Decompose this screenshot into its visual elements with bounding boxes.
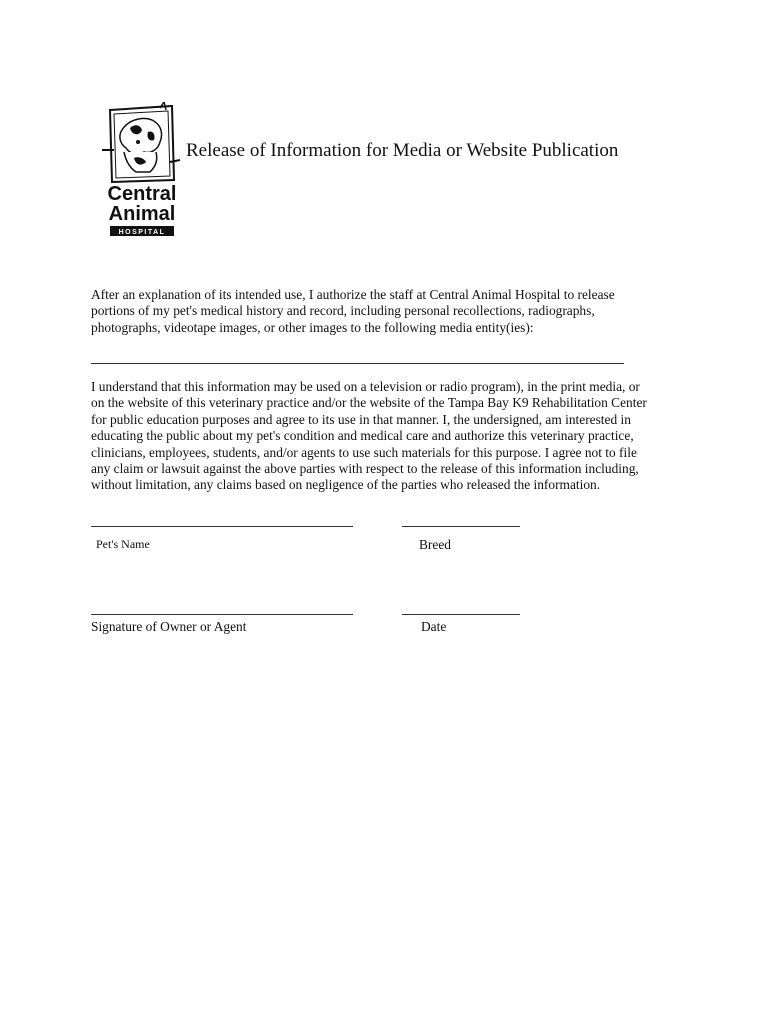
- signature-line[interactable]: [91, 614, 353, 615]
- paragraph-line: portions of my pet's medical history and record, including personal recollections, radiographs,: [91, 303, 595, 319]
- paragraph-line: After an explanation of its intended use, I authorize the staff at Central Animal Hospital to release: [91, 287, 615, 302]
- paragraph-line: without limitation, any claims based on negligence of the parties who released the information.: [91, 477, 601, 493]
- paragraph-line: I understand that this information may be used on a television or radio program), in the print media, or: [91, 379, 640, 394]
- pets-name-line[interactable]: [91, 526, 353, 527]
- breed-line[interactable]: [402, 526, 520, 527]
- date-line[interactable]: [402, 614, 520, 615]
- breed-label: Breed: [419, 537, 451, 552]
- paragraph-line: photographs, videotape images, or other images to the following media entity(ies):: [91, 319, 534, 335]
- media-entity-line[interactable]: [91, 363, 624, 364]
- paragraph-line: clinicians, employees, students, and/or agents to use such materials for this purpose. I agree not to file: [91, 444, 637, 460]
- paragraph-line: on the website of this veterinary practice and/or the website of the Tampa Bay K9 Rehabilitation Center: [91, 395, 647, 411]
- signature-label: Signature of Owner or Agent: [91, 619, 247, 634]
- consent-paragraph: [91, 379, 681, 494]
- paragraph-line: for public education purposes and agree to its use in that manner. I, the undersigned, am interested in: [91, 411, 631, 427]
- logo-text-central: Central: [107, 183, 177, 205]
- logo-text-animal: Animal: [108, 203, 176, 225]
- authorization-paragraph: [91, 287, 681, 336]
- central-animal-hospital-logo: [100, 102, 184, 240]
- pets-name-label: Pet's Name: [96, 537, 150, 551]
- paragraph-line: any claim or lawsuit against the above parties with respect to the release of this information including,: [91, 461, 639, 477]
- paragraph-line: educating the public about my pet's condition and medical care and authorize this veterinary practice,: [91, 428, 634, 444]
- logo-text-hospital: HOSPITAL: [118, 229, 166, 236]
- date-label: Date: [421, 619, 447, 634]
- document-title: Release of Information for Media or Website Publication: [186, 140, 619, 161]
